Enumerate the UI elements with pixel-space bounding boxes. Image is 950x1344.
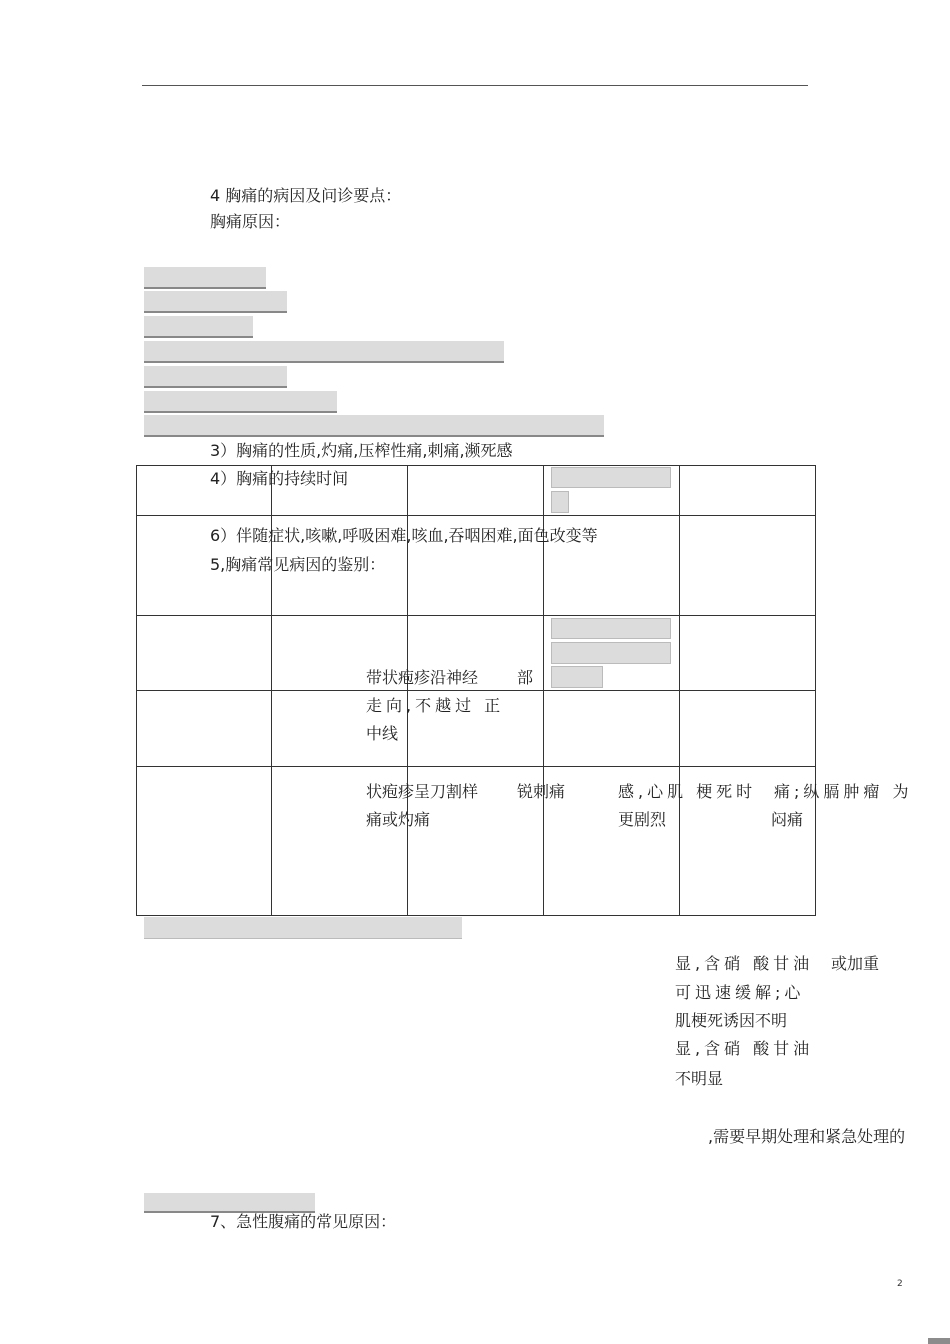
chest-pain-duration: 4）胸痛的持续时间 (210, 469, 349, 488)
blank-cell (551, 666, 603, 688)
blank-bar (144, 391, 337, 413)
header-rule (142, 85, 808, 86)
causes-heading: 胸痛原因： (210, 212, 291, 231)
blank-bar (144, 341, 504, 363)
herpes-text: 带状疱疹沿神经 (366, 668, 479, 687)
table-border (679, 465, 680, 916)
pain-character: 闷痛 (771, 810, 804, 829)
chest-pain-nature: 3）胸痛的性质,灼痛,压榨性痛,刺痛,濒死感 (210, 441, 513, 460)
table-border (136, 465, 137, 916)
table-border (136, 766, 816, 767)
note-line: 肌梗死诱因不明 (675, 1011, 788, 1030)
herpes-text: 部 (517, 668, 534, 687)
table-border (136, 465, 816, 466)
note-line: 可迅速缓解;心 (675, 983, 805, 1002)
corner-mark (928, 1338, 950, 1344)
blank-cell (551, 642, 671, 664)
blank-bar (144, 917, 462, 939)
blank-bar (144, 316, 253, 338)
table-border (136, 915, 816, 916)
blank-cell (551, 491, 569, 513)
blank-cell (551, 467, 671, 488)
blank-bar (144, 267, 266, 289)
herpes-text: 走向,不越过 正 (366, 696, 505, 715)
table-border (136, 615, 816, 616)
pain-character: 锐刺痛 (517, 782, 566, 801)
blank-cell (551, 618, 671, 639)
table-border (136, 690, 816, 691)
page-number: 2 (897, 1279, 903, 1289)
pain-character: 感,心肌 梗死时 (618, 782, 757, 801)
blank-bar (144, 1193, 315, 1213)
section7-heading: 7、急性腹痛的常见原因： (210, 1212, 397, 1231)
pain-character: 痛;纵膈肿瘤 为 (774, 782, 913, 801)
note-line: 不明显 (675, 1069, 724, 1088)
note-line: 显,含硝 酸甘油 (675, 1039, 814, 1058)
pain-character: 更剧烈 (618, 810, 667, 829)
note-line: 或加重 (831, 954, 880, 973)
blank-bar (144, 415, 604, 437)
blank-bar (144, 366, 287, 388)
section-heading: 4 胸痛的病因及问诊要点： (210, 186, 402, 205)
herpes-text: 中线 (366, 724, 399, 743)
differential-heading: 5,胸痛常见病因的鉴别： (210, 555, 386, 574)
pain-character: 状疱疹呈刀割样 (366, 782, 479, 801)
note-line: 显,含硝 酸甘油 (675, 954, 814, 973)
table-border (136, 515, 816, 516)
pain-character: 痛或灼痛 (366, 810, 431, 829)
urgent-note: ,需要早期处理和紧急处理的 (708, 1127, 906, 1146)
table-border (815, 465, 816, 916)
accompanying-symptoms: 6）伴随症状,咳嗽,呼吸困难,咳血,吞咽困难,面色改变等 (210, 526, 598, 545)
blank-bar (144, 291, 287, 313)
